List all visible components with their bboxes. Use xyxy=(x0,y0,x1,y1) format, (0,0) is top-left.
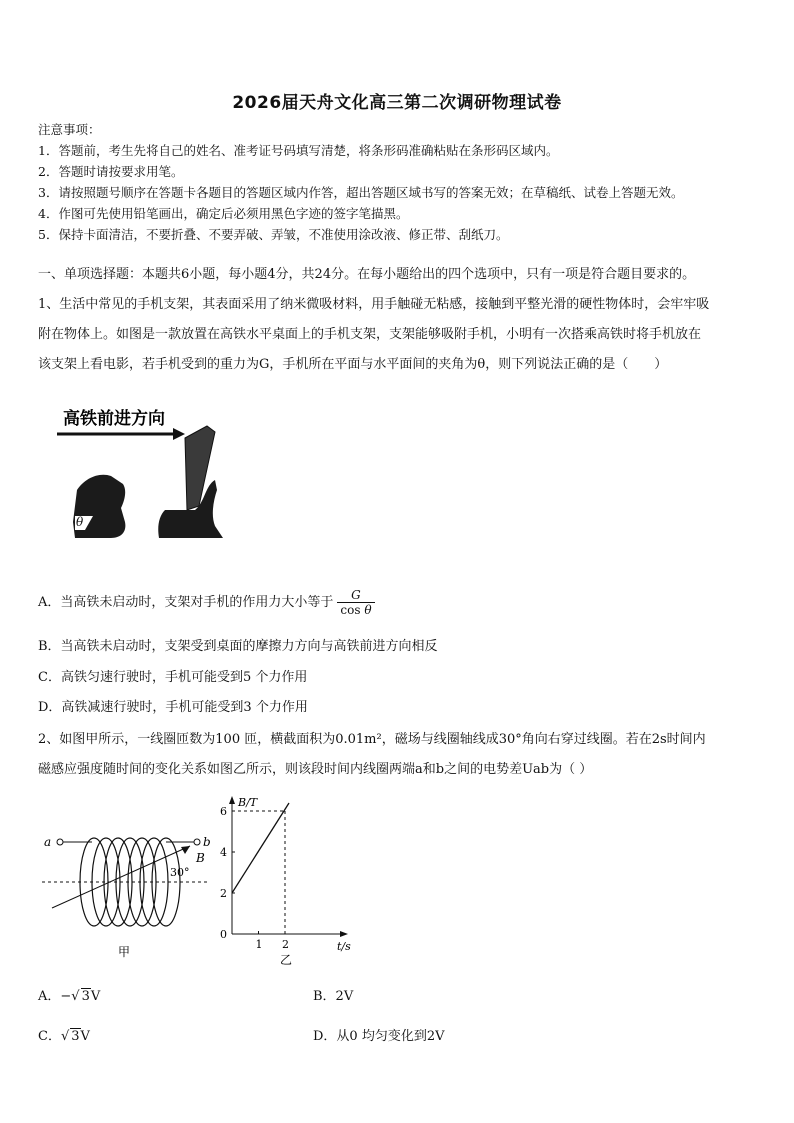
phone-stand-figure xyxy=(55,398,255,548)
x-axis-arrow xyxy=(340,931,348,937)
y-tick-label: 6 xyxy=(220,805,227,818)
direction-label: 高铁前进方向 xyxy=(63,409,165,429)
page-title: 2026届天舟文化高三第二次调研物理试卷 xyxy=(232,93,562,113)
q2-option-c: C．√ 3V xyxy=(38,1029,90,1044)
terminal-b-label: b xyxy=(203,835,211,849)
q1-text-line: 附在物体上。如图是一款放置在高铁水平桌面上的手机支架，支架能够吸附手机，小明有一次搭乘高铁时将手机放在 xyxy=(38,327,702,342)
field-arrow-head xyxy=(181,846,190,854)
field-label: B xyxy=(196,851,205,865)
q1-option-b: B．当高铁未启动时，支架受到桌面的摩擦力方向与高铁前进方向相反 xyxy=(38,639,438,654)
bt-graph xyxy=(212,790,362,965)
sqrt-symbol: √ xyxy=(60,1029,70,1044)
notice-item: 5．保持卡面清洁，不要折叠、不要弄破、弄皱，不准使用涂改液、修正带、刮纸刀。 xyxy=(38,227,509,242)
x-axis-label: t/s xyxy=(337,940,351,953)
q2-option-a: A．−√ 3V xyxy=(38,989,101,1004)
fraction: $\frac{G}{\text{cos θ}}$ xyxy=(337,588,374,617)
y-tick-label: 4 xyxy=(220,846,227,859)
notice-item: 4．作图可先使用铅笔画出，确定后必须用黑色字迹的签字笔描黑。 xyxy=(38,206,409,221)
sqrt-symbol: √ xyxy=(71,989,80,1004)
terminal-a xyxy=(57,839,63,845)
y-tick-label: 2 xyxy=(220,887,227,900)
x-tick-label: 2 xyxy=(282,938,289,951)
y-axis-label: B/T xyxy=(238,796,258,809)
notice-item: 1．答题前，考生先将自己的姓名、准考证号码填写清楚，将条形码准确粘贴在条形码区域内。 xyxy=(38,143,559,158)
terminal-b xyxy=(194,839,200,845)
q1-text-line: 1、生活中常见的手机支架，其表面采用了纳米微吸材料，用手触碰无粘感，接触到平整光滑的硬性物体时，会牢牢吸 xyxy=(38,297,710,312)
q2-option-b: B．2V xyxy=(313,989,354,1004)
q2-text-line: 磁感应强度随时间的变化关系如图乙所示，则该段时间内线圈两端a和b之间的电势差Uab为（ ） xyxy=(38,762,593,777)
terminal-a-label: a xyxy=(44,835,52,849)
direction-arrow-head xyxy=(173,428,185,440)
q1-option-a: A．当高铁未启动时，支架对手机的作用力大小等于 $\frac{G}{\text{cos θ}}$ xyxy=(38,588,375,617)
figure-jia-caption: 甲 xyxy=(118,945,131,959)
notice-item: 3．请按照题号顺序在答题卡各题目的答题区域内作答，超出答题区域书写的答案无效；在草稿纸、试卷上答题无效。 xyxy=(38,185,684,200)
notice-item: 2．答题时请按要求用笔。 xyxy=(38,164,184,179)
q1-option-d: D．高铁减速行驶时，手机可能受到3 个力作用 xyxy=(38,700,308,715)
q2-option-d: D．从0 均匀变化到2V xyxy=(313,1029,445,1044)
angle-label: θ xyxy=(76,515,84,529)
q2-text-line: 2、如图甲所示，一线圈匝数为100 匝，横截面积为0.01m²，磁场与线圈轴线成30°角向右穿过线圈。若在2s时间内 xyxy=(38,732,706,747)
figure-yi-caption: 乙 xyxy=(280,953,293,965)
coil-figure xyxy=(38,822,218,962)
q1-text-line: 该支架上看电影，若手机受到的重力为G，手机所在平面与水平面间的夹角为θ，则下列说法正确的是（ ） xyxy=(38,357,668,372)
x-tick-label: 0 xyxy=(220,928,227,941)
section-heading: 一、单项选择题：本题共6小题，每小题4分，共24分。在每小题给出的四个选项中，只有一项是符合题目要求的。 xyxy=(38,267,696,282)
series-line xyxy=(232,803,289,893)
x-tick-label: 1 xyxy=(255,938,263,951)
angle-30-label: 30° xyxy=(170,866,190,879)
notice-heading: 注意事项： xyxy=(38,122,101,137)
y-axis-arrow xyxy=(229,796,235,804)
q1-option-c: C．高铁匀速行驶时，手机可能受到5 个力作用 xyxy=(38,670,308,685)
